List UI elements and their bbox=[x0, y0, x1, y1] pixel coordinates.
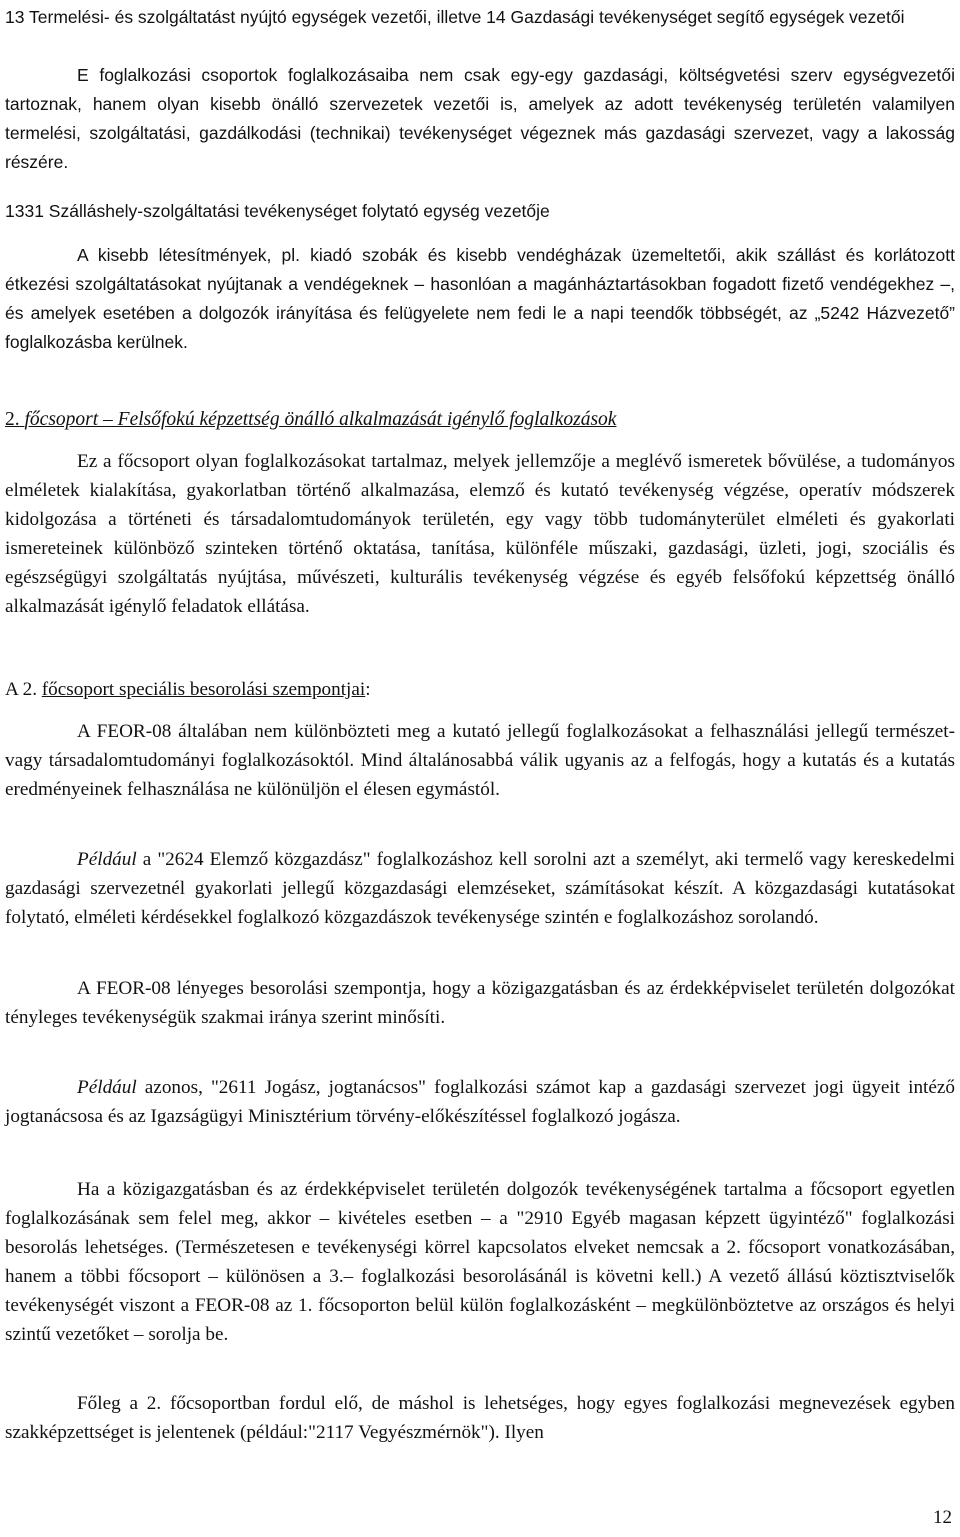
criteria-para-2 bbox=[5, 845, 955, 932]
criteria-para-2-text: a "2624 Elemző közgazdász" foglalkozáshoz kell sorolni azt a személyt, aki termelő vagy kereskedelmi gazdasági szervezetnél gyakorlati jellegű közgazdasági elemzéseket, számításokat készít. A közgazdasági kutatásokat folytató, elméleti kérdésekkel foglalkozó közgazdászok tevékenysége szintén e foglalkozáshoz sorolandó. bbox=[5, 849, 955, 928]
group-2-heading bbox=[5, 405, 955, 434]
criteria-prefix: A 2. bbox=[5, 679, 42, 700]
section-13-title: 13 Termelési- és szolgáltatást nyújtó egységek vezetői, illetve 14 Gazdasági tevékenységet segítő egységek vezetői bbox=[5, 7, 905, 27]
criteria-para-4-text: azonos, "2611 Jogász, jogtanácsos" foglalkozási számot kap a gazdasági szervezet jogi ügyeit intéző jogtanácsosa és az Igazságügyi Minisztérium törvény-előkészítéssel foglalkozó jogásza. bbox=[5, 1077, 955, 1127]
criteria-para-5: Ha a közigazgatásban és az érdekképviselet területén dolgozók tevékenységének tartalma a főcsoport egyetlen foglalkozásának sem felel meg, akkor – kivételes esetben – a "2910 Egyéb magasan képzett ügyintéző" foglalkozási besorolás lehetséges. (Természetesen e tevékenységi körrel kapcsolatos elveket nemcsak a 2. főcsoport vonatkozásában, hanem a többi főcsoport – különösen a 3.– foglalkozási besorolásánál is követni kell.) A vezető állású köztisztviselők tevékenységét viszont a FEOR-08 az 1. főcsoporton belül külön foglalkozásként – megkülönböztetve az országos és helyi szintű vezetőket – sorolja be. bbox=[5, 1179, 955, 1345]
group-2-heading-text: főcsoport – Felsőfokú képzettség önálló alkalmazását igénylő foglalkozások bbox=[24, 409, 617, 430]
example-label: Például bbox=[77, 849, 137, 870]
example-label: Például bbox=[77, 1077, 137, 1098]
criteria-para-4 bbox=[5, 1073, 955, 1131]
group-2-heading-number: 2. bbox=[5, 409, 20, 430]
code-1331-body: A kisebb létesítmények, pl. kiadó szobák és kisebb vendégházak üzemeltetői, akik szállást és korlátozott étkezési szolgáltatásokat nyújtanak a vendégeknek – hasonlóan a magánháztartásokban fogadott fizető vendégekhez –, és amelyek esetében a dolgozók irányítása és felügyelete nem fedi le a napi teendők többségét, az „5242 Házvezető” foglalkozásba kerülnek. bbox=[5, 245, 955, 352]
criteria-heading bbox=[5, 675, 955, 704]
group-2-intro: Ez a főcsoport olyan foglalkozásokat tartalmaz, melyek jellemzője a meglévő ismeretek bővülése, a tudományos elméletek kialakítása, gyakorlatban történő alkalmazása, elemző és kutató tevékenység végzése, operatív módszerek kidolgozása a történeti és társadalomtudományok területén, egy vagy több tudományterület elméleti és gyakorlati ismereteinek különböző szinteken történő oktatása, tanítása, különféle műszaki, gazdasági, üzleti, jogi, szociális és egészségügyi szolgáltatás nyújtása, művészeti, kulturális tevékenység végzése és egyéb felsőfokú képzettség önálló alkalmazását igénylő feladatok ellátása. bbox=[5, 451, 955, 617]
section-13-body: E foglalkozási csoportok foglalkozásaiba nem csak egy-egy gazdasági, költségvetési szerv egységvezetői tartoznak, hanem olyan kisebb önálló szervezetek vezetői is, amelyek az adott tevékenység területén valamilyen termelési, szolgáltatási, gazdálkodási (technikai) tevékenységet végeznek más gazdasági szervezet, vagy a lakosság részére. bbox=[5, 65, 955, 172]
code-1331-title: 1331 Szálláshely-szolgáltatási tevékenységet folytató egység vezetője bbox=[5, 201, 550, 221]
criteria-underlined: főcsoport speciális besorolási szempontjai bbox=[41, 679, 366, 700]
page-number: 12 bbox=[933, 1507, 952, 1528]
criteria-para-1: A FEOR-08 általában nem különbözteti meg a kutató jellegű foglalkozásokat a felhasználási jellegű természet- vagy társadalomtudományi foglalkozásoktól. Mind általánosabbá válik ugyanis az a felfogás, hogy a kutatás és a kutatás eredményeinek felhasználása ne különüljön el élesen egymástól. bbox=[5, 721, 955, 800]
criteria-para-3: A FEOR-08 lényeges besorolási szempontja, hogy a közigazgatásban és az érdekképviselet területén dolgozókat tényleges tevékenységük szakmai iránya szerint minősíti. bbox=[5, 978, 955, 1028]
criteria-suffix: : bbox=[365, 679, 371, 700]
criteria-para-6: Főleg a 2. főcsoportban fordul elő, de máshol is lehetséges, hogy egyes foglalkozási megnevezések egyben szakképzettséget is jelentenek (például:"2117 Vegyészmérnök"). Ilyen bbox=[5, 1393, 955, 1443]
